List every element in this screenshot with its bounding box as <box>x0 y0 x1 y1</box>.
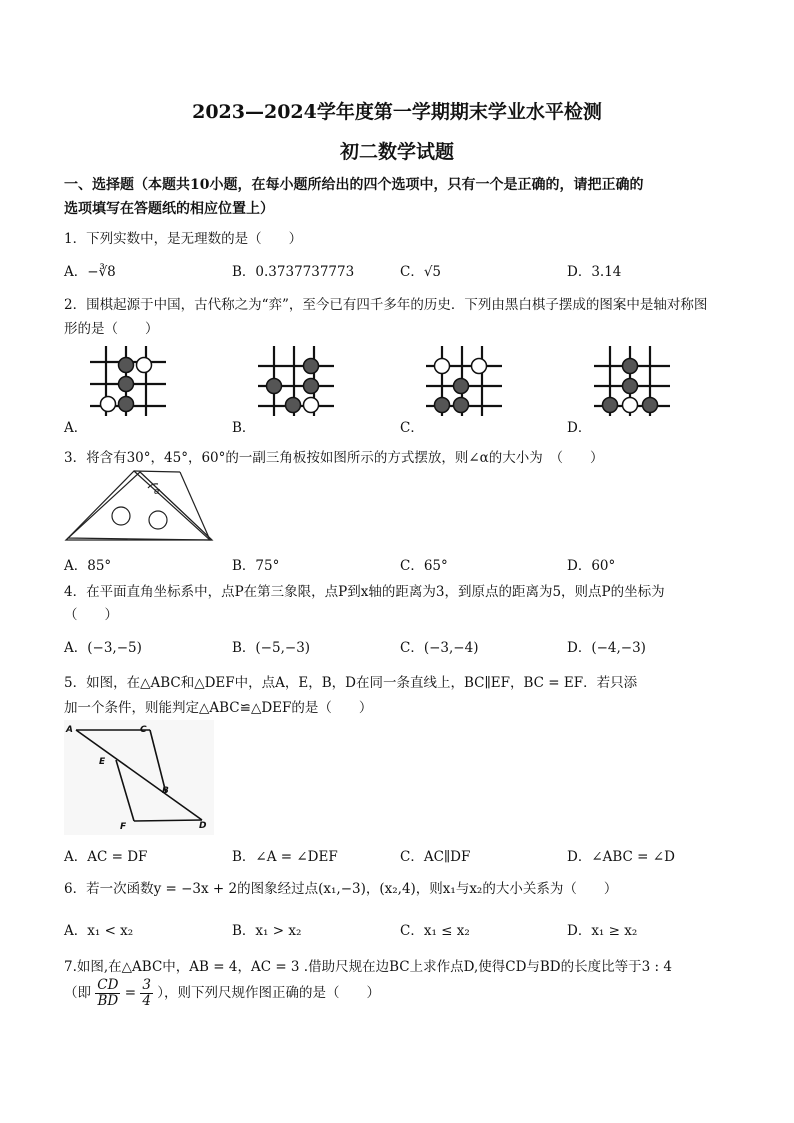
q5-label-b: B <box>162 786 169 796</box>
q6-stem: 6．若一次函数y = −3x + 2的图象经过点(x₁,−3)，(x₂,4)，则x₁与x₂的大小关系为（ ） <box>64 881 618 897</box>
q7-frac2-numerator: 3 <box>142 977 151 993</box>
q4-stem-line1: 4．在平面直角坐标系中，点P在第三象限，点P到x轴的距离为3，到原点的距离为5，则点P的坐标为 <box>64 584 665 600</box>
q5-label-a: A <box>66 725 73 735</box>
q7-frac1-denominator: BD <box>97 993 119 1009</box>
q3-stem: 3．将含有30°，45°，60°的一副三角板按如图所示的方式摆放，则∠α的大小为 （ ） <box>64 450 604 466</box>
exam-title: 2023—2024学年度第一学期期末学业水平检测 <box>192 101 602 123</box>
q4-option-d: D．(−4,−3) <box>567 640 646 656</box>
q7-frac1-numerator: CD <box>97 977 119 993</box>
q7-stem-line2 <box>64 978 380 1009</box>
q7-fraction-3-4 <box>140 978 153 1009</box>
q5-option-d: D．∠ABC = ∠D <box>567 849 675 865</box>
q2-figure-a <box>88 344 168 416</box>
q1-stem: 1．下列实数中，是无理数的是（ ） <box>64 231 303 247</box>
q6-option-d: D．x₁ ≥ x₂ <box>567 923 638 939</box>
q3-alpha-label: α <box>154 487 161 497</box>
q2-option-b: B． <box>232 420 256 436</box>
q5-geometry-figure <box>64 720 214 835</box>
q3-triangle-figure <box>64 468 216 544</box>
q5-label-d: D <box>199 821 207 831</box>
q7-stem-line1: 7.如图,在△ABC中，AB = 4，AC = 3 .借助尺规在边BC上求作点D,使得CD与BD的长度比等于3 : 4 <box>64 959 672 975</box>
q5-option-b: B．∠A = ∠DEF <box>232 849 338 865</box>
q7-fraction-cd-bd <box>95 978 120 1009</box>
q5-stem-line2: 加一个条件，则能判定△ABC≌△DEF的是（ ） <box>64 700 373 716</box>
q1-option-a: A．−∛8 <box>64 264 116 280</box>
q6-option-b: B．x₁ > x₂ <box>232 923 302 939</box>
q6-option-c: C．x₁ ≤ x₂ <box>400 923 470 939</box>
q2-figure-d <box>592 344 672 416</box>
q3-option-c: C．65° <box>400 558 448 574</box>
q1-option-d: D．3.14 <box>567 264 622 280</box>
q2-option-c: C． <box>400 420 424 436</box>
q5-stem-line1: 5．如图，在△ABC和△DEF中，点A，E，B，D在同一条直线上，BC∥EF，BC = EF．若只添 <box>64 675 638 691</box>
q4-option-b: B．(−5,−3) <box>232 640 311 656</box>
q7-stem-post: ），则下列尺规作图正确的是（ ） <box>157 985 380 1001</box>
q2-figure-b <box>256 344 336 416</box>
q1-option-b: B．0.3737737773 <box>232 264 355 280</box>
q5-label-c: C <box>140 725 147 735</box>
q2-option-d: D． <box>567 420 592 436</box>
q2-stem-line2: 形的是（ ） <box>64 321 159 337</box>
exam-subtitle: 初二数学试题 <box>339 141 454 163</box>
q3-option-a: A．85° <box>64 558 112 574</box>
q5-label-e: E <box>99 757 106 767</box>
q7-stem-pre: （即 <box>64 985 91 1001</box>
section-heading: 一、选择题（本题共10小题，在每小题所给出的四个选项中，只有一个是正确的，请把正确的 <box>64 177 644 193</box>
q1-option-c: C．√5 <box>400 264 442 280</box>
q6-option-a: A．x₁ < x₂ <box>64 923 134 939</box>
q5-option-a: A．AC = DF <box>64 849 148 865</box>
q7-equals: = <box>124 985 137 1001</box>
q5-option-c: C．AC∥DF <box>400 849 471 865</box>
q7-frac2-denominator: 4 <box>142 993 151 1009</box>
q4-option-a: A．(−3,−5) <box>64 640 142 656</box>
q2-option-a: A． <box>64 420 88 436</box>
q4-stem-line2: （ ） <box>64 607 118 623</box>
q3-option-d: D．60° <box>567 558 616 574</box>
section-heading-cont: 选项填写在答题纸的相应位置上） <box>64 201 274 217</box>
q5-label-f: F <box>120 822 127 832</box>
q3-option-b: B．75° <box>232 558 280 574</box>
q2-stem-line1: 2．围棋起源于中国，古代称之为“弈”，至今已有四千多年的历史．下列由黑白棋子摆成的图案中是轴对称图 <box>64 297 708 313</box>
q4-option-c: C．(−3,−4) <box>400 640 479 656</box>
q2-figure-c <box>424 344 504 416</box>
